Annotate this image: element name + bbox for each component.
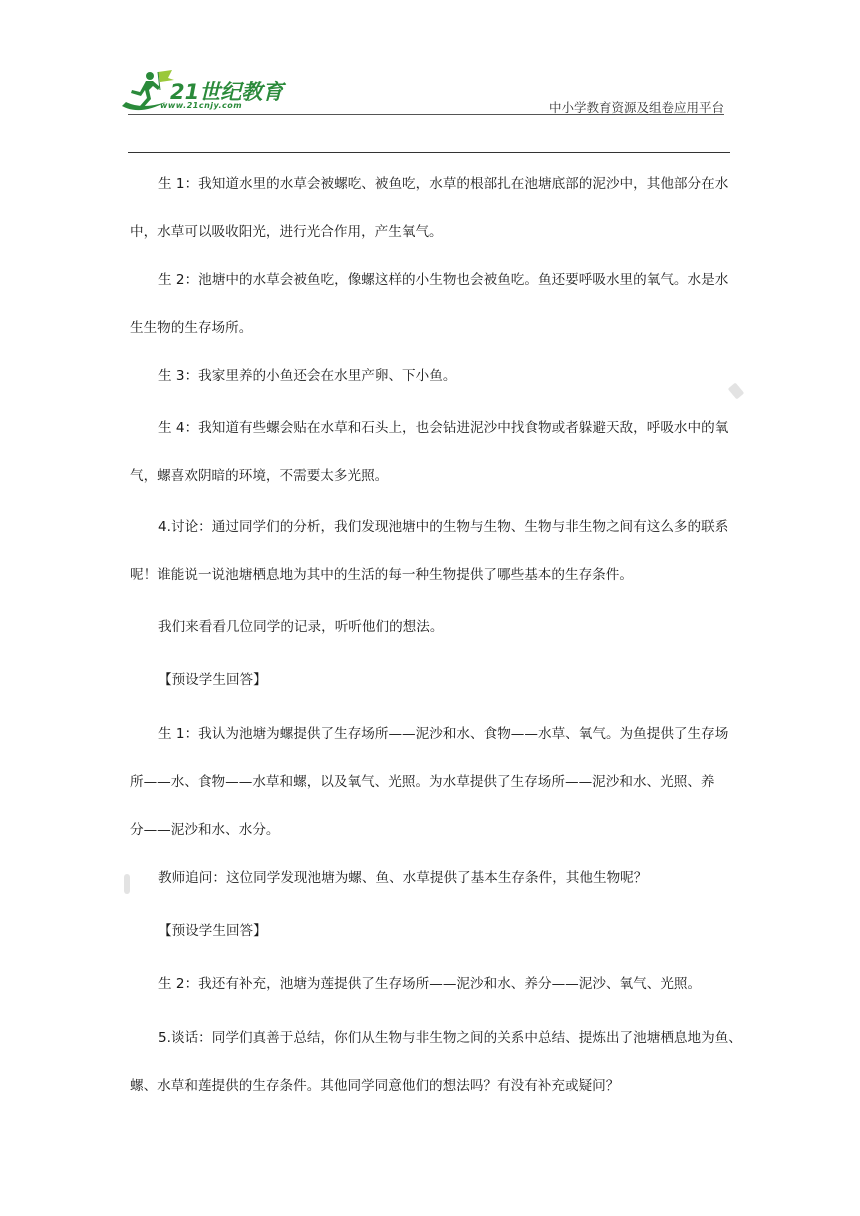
- logo: [120, 68, 300, 118]
- paragraph-line: 生 3：我家里养的小鱼还会在水里产卵、下小鱼。: [158, 368, 457, 384]
- paragraph-line: 生 1：我认为池塘为螺提供了生存场所——泥沙和水、食物——水草、氧气。为鱼提供了生存场: [158, 726, 729, 742]
- paragraph: [130, 907, 730, 955]
- paragraph: [130, 160, 730, 256]
- paragraph-line: 生 2：我还有补充，池塘为莲提供了生存场所——泥沙和水、养分——泥沙、氧气、光照。: [158, 976, 702, 992]
- paragraph-line: 中，水草可以吸收阳光，进行光合作用，产生氧气。: [130, 224, 443, 240]
- paragraph-line: 分——泥沙和水、水分。: [130, 822, 280, 838]
- logo-url: www.21cnjy.com: [160, 101, 243, 110]
- paragraph: [130, 256, 730, 352]
- paragraph-line: 我们来看看几位同学的记录，听听他们的想法。: [158, 619, 444, 635]
- paragraph: [130, 503, 730, 599]
- paragraph: [130, 960, 730, 1008]
- paragraph-line: 【预设学生回答】: [158, 923, 267, 939]
- paragraph-line: 生生物的生存场所。: [130, 320, 253, 336]
- paragraph: [130, 603, 730, 651]
- paragraph: [130, 1014, 742, 1110]
- paragraph-line: 【预设学生回答】: [158, 672, 267, 688]
- paragraph-line: 螺、水草和莲提供的生存条件。其他同学同意他们的想法吗？有没有补充或疑问？: [130, 1078, 620, 1094]
- paragraph: [130, 656, 730, 704]
- header-divider: [128, 114, 724, 115]
- paragraph-line: 生 1：我知道水里的水草会被螺吃、被鱼吃，水草的根部扎在池塘底部的泥沙中，其他部分在水: [158, 176, 729, 192]
- paragraph-line: 气，螺喜欢阴暗的环境，不需要太多光照。: [130, 468, 389, 484]
- paragraph-line: 呢！谁能说一说池塘栖息地为其中的生活的每一种生物提供了哪些基本的生存条件。: [130, 567, 633, 583]
- platform-title: 中小学教育资源及组卷应用平台: [548, 100, 724, 115]
- paragraph-line: 教师追问：这位同学发现池塘为螺、鱼、水草提供了基本生存条件，其他生物呢？: [158, 870, 648, 886]
- paragraph-line: 生 4：我知道有些螺会贴在水草和石头上，也会钻进泥沙中找食物或者躲避天敌，呼吸水中的氧: [158, 420, 729, 436]
- paragraph: [130, 854, 730, 902]
- paragraph-line: 生 2：池塘中的水草会被鱼吃，像螺这样的小生物也会被鱼吃。鱼还要呼吸水里的氧气。水是水: [158, 272, 729, 288]
- paragraph: [130, 710, 730, 854]
- paragraph-line: 4.讨论：通过同学们的分析，我们发现池塘中的生物与生物、生物与非生物之间有这么多的联系: [158, 519, 729, 535]
- scan-mark: [124, 874, 130, 894]
- paragraph: [130, 352, 730, 400]
- content-divider: [128, 152, 730, 153]
- paragraph: [130, 404, 730, 500]
- scan-mark: [728, 382, 745, 399]
- page-header: [0, 0, 860, 160]
- paragraph-line: 所——水、食物——水草和螺，以及氧气、光照。为水草提供了生存场所——泥沙和水、光照、养: [130, 774, 715, 790]
- paragraph-line: 5.谈话：同学们真善于总结，你们从生物与非生物之间的关系中总结、提炼出了池塘栖息地为鱼、: [158, 1030, 742, 1046]
- logo-text: 21世纪教育: [170, 80, 284, 104]
